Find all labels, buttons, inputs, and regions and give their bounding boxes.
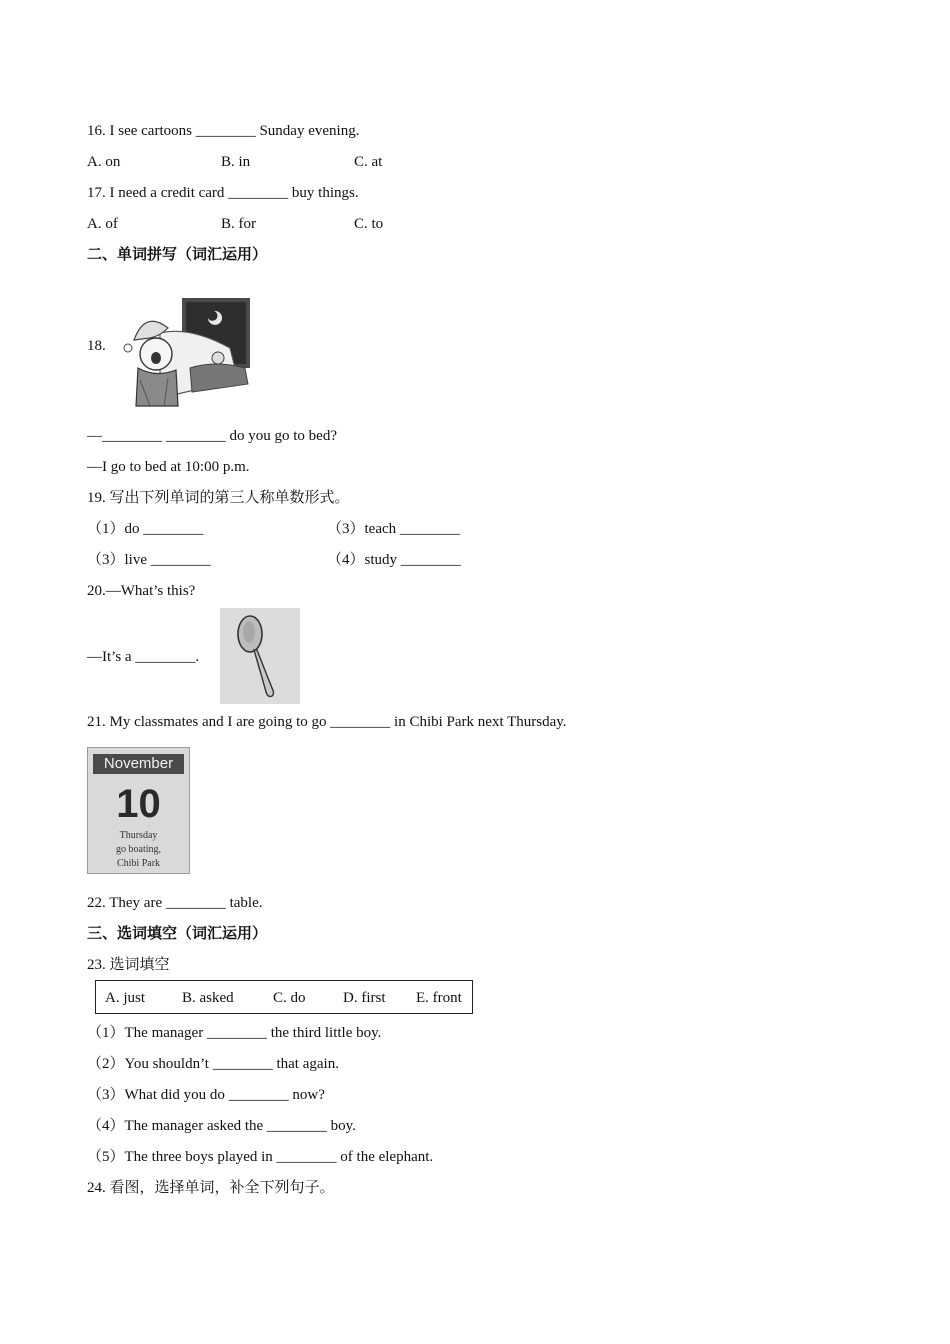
q20-question: 20.—What’s this? <box>87 583 196 599</box>
q18-answer-line: —I go to bed at 10:00 p.m. <box>87 459 250 475</box>
calendar-month: November <box>93 754 184 774</box>
q19-item-1: （1）do ________ <box>87 521 204 537</box>
q17-option-a: A. of <box>87 216 118 232</box>
q16-option-a: A. on <box>87 154 121 170</box>
word-bank-a: A. just <box>105 990 146 1006</box>
calendar-day: 10 <box>116 782 161 826</box>
q19-item-4: （4）study ________ <box>327 552 461 568</box>
q17-option-c: C. to <box>354 216 384 232</box>
spoon-image <box>220 608 300 704</box>
q21-stem: 21. My classmates and I are going to go ________ in Chibi Park next Thursday. <box>87 714 567 730</box>
word-bank-d: D. first <box>343 990 386 1006</box>
calendar-image <box>87 747 190 874</box>
word-bank-box <box>95 980 473 1014</box>
q19-item-3: （3）live ________ <box>87 552 211 568</box>
q16-stem: 16. I see cartoons ________ Sunday evening. <box>87 123 360 139</box>
q22-stem: 22. They are ________ table. <box>87 895 263 911</box>
q23-stem: 23. 选词填空 <box>87 957 170 973</box>
calendar-note-place: Chibi Park <box>116 858 161 869</box>
q16-option-c: C. at <box>354 154 383 170</box>
word-bank-e: E. front <box>416 990 462 1006</box>
q17-option-b: B. for <box>221 216 256 232</box>
q23-item-2: （2）You shouldn’t ________ that again. <box>87 1056 339 1072</box>
q18-question-line: —________ ________ do you go to bed? <box>87 428 337 444</box>
calendar-note-activity: go boating, <box>116 844 161 855</box>
q23-item-3: （3）What did you do ________ now? <box>87 1087 325 1103</box>
q23-item-4: （4）The manager asked the ________ boy. <box>87 1118 356 1134</box>
word-bank-c: C. do <box>273 990 306 1006</box>
q19-stem: 19. 写出下列单词的第三人称单数形式。 <box>87 490 350 506</box>
word-bank-b: B. asked <box>182 990 234 1006</box>
q23-item-5: （5）The three boys played in ________ of the elephant. <box>87 1149 434 1165</box>
q18-number: 18. <box>87 338 106 354</box>
boy-yawning-bedtime-image <box>120 288 252 410</box>
q19-item-2: （3）teach ________ <box>327 521 460 537</box>
section-3-heading: 三、选词填空（词汇运用） <box>87 926 268 942</box>
section-2-heading: 二、单词拼写（词汇运用） <box>87 247 268 263</box>
calendar-weekday: Thursday <box>119 830 158 841</box>
q16-option-b: B. in <box>221 154 251 170</box>
q24-stem: 24. 看图，选择单词，补全下列句子。 <box>87 1180 335 1196</box>
q23-item-1: （1）The manager ________ the third little boy. <box>87 1025 382 1041</box>
q17-stem: 17. I need a credit card ________ buy things. <box>87 185 359 201</box>
q20-answer: —It’s a ________. <box>87 649 200 665</box>
